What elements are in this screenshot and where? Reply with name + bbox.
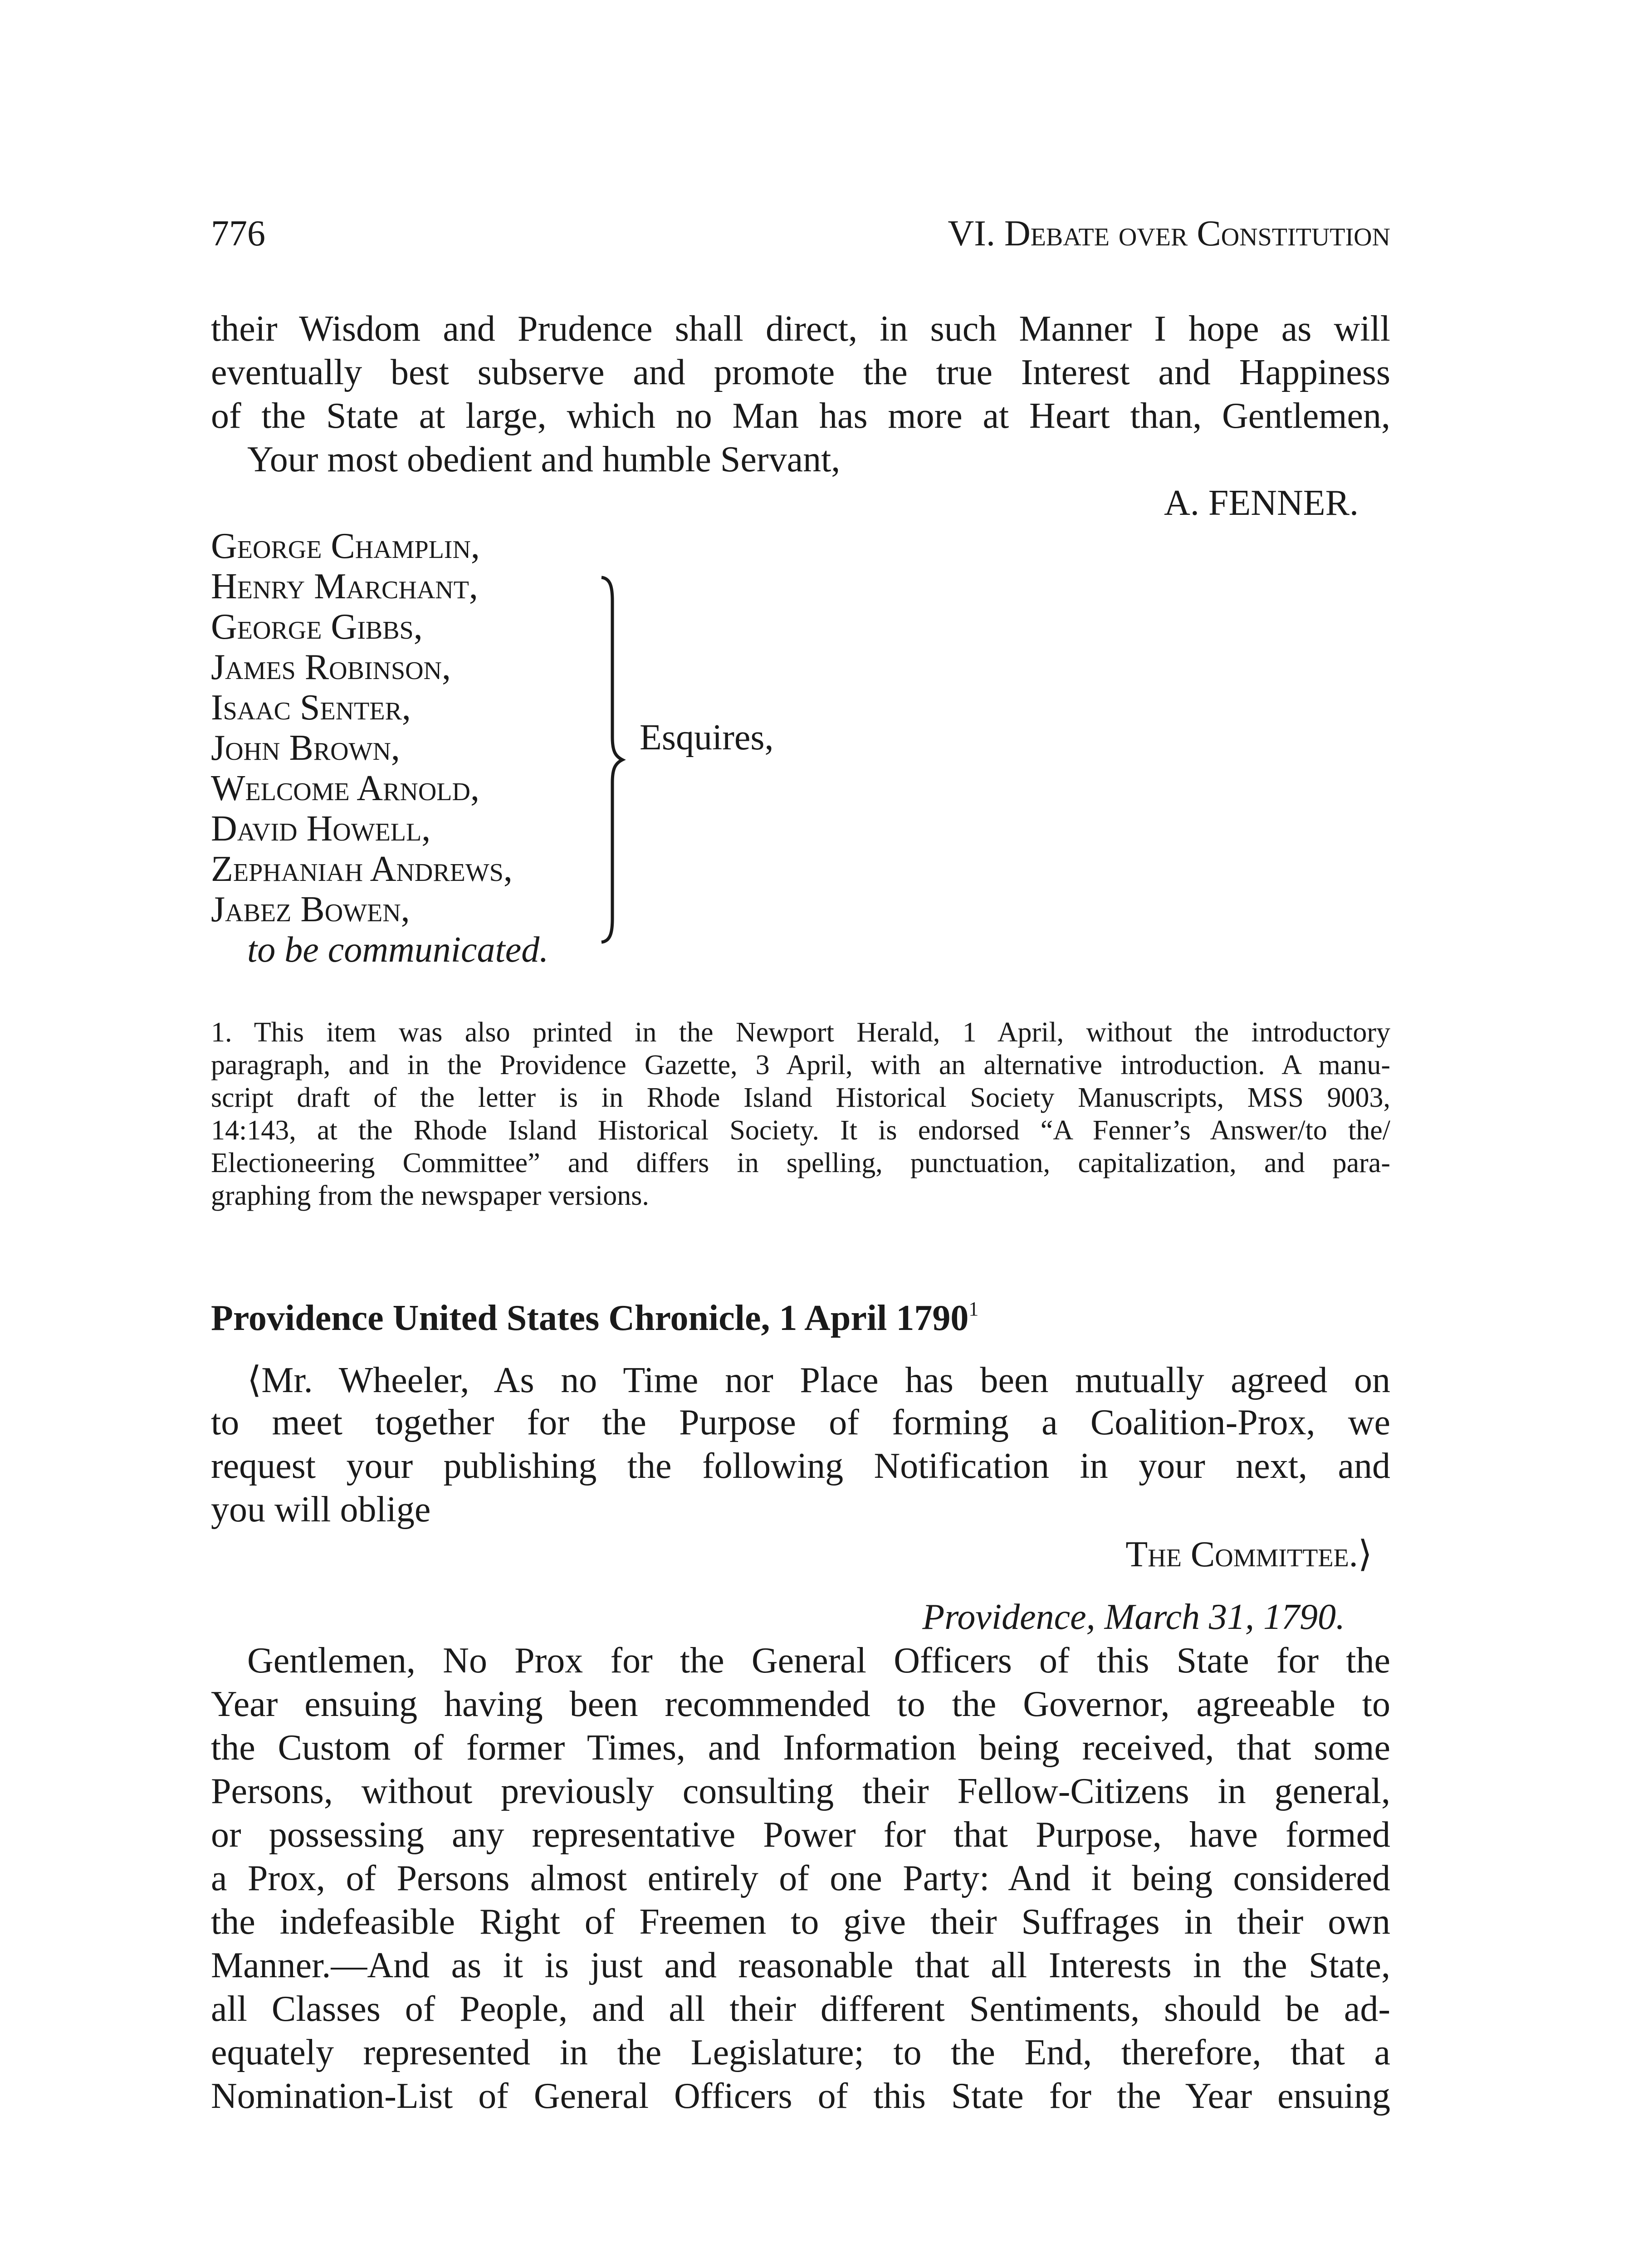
footnote-line: graphing from the newspaper versions.	[211, 1180, 649, 1211]
body-line: Persons, without previously consulting their Fellow-Citizens in general,	[211, 1771, 1390, 1811]
intro-line: you will oblige	[211, 1490, 431, 1530]
body-line: a Prox, of Persons almost entirely of one Party: And it being considered	[211, 1858, 1390, 1898]
intro-line: to meet together for the Purpose of forming a Coalition-Prox, we	[211, 1403, 1390, 1442]
body-line: all Classes of People, and all their different Sentiments, should be ad-	[211, 1989, 1390, 2029]
footnote-line: script draft of the letter is in Rhode Island Historical Society Manuscripts, MSS 9003,	[211, 1082, 1390, 1113]
body-line: Year ensuing having been recommended to the Governor, agreeable to	[211, 1684, 1390, 1724]
addressee-name: James Robinson,	[211, 647, 451, 687]
signature: A. FENNER.	[1164, 483, 1359, 523]
addressee-name: George Gibbs,	[211, 607, 423, 647]
footnote-line: 1. This item was also printed in the Newport Herald, 1 April, without the introductory	[211, 1017, 1390, 1048]
addressee-name: Welcome Arnold,	[211, 768, 479, 808]
addressee-name: David Howell,	[211, 809, 431, 849]
dateline: Providence, March 31, 1790.	[922, 1597, 1345, 1637]
footnote	[211, 1016, 1390, 1212]
footnote-line: 14:143, at the Rhode Island Historical Society. It is endorsed “A Fenner’s Answer/to the/	[211, 1115, 1390, 1146]
complimentary-close: Your most obedient and humble Servant,	[247, 440, 841, 479]
body-line: Manner.—And as it is just and reasonable that all Interests in the State,	[211, 1945, 1390, 1985]
intro-line: ⟨Mr. Wheeler, As no Time nor Place has been mutually agreed on	[247, 1360, 1390, 1400]
letter-text-line: of the State at large, which no Man has more at Heart than, Gentlemen,	[211, 396, 1390, 436]
article-heading	[211, 1297, 978, 1339]
body-line: the indefeasible Right of Freemen to give their Suffrages in their own	[211, 1902, 1390, 1942]
intro-signature: The Committee.⟩	[1125, 1535, 1372, 1574]
page-number: 776	[211, 214, 265, 254]
addressee-name: John Brown,	[211, 728, 400, 768]
article-heading-text: Providence United States Chronicle, 1 April 1790	[211, 1298, 969, 1338]
body-line: or possessing any representative Power for that Purpose, have formed	[211, 1815, 1390, 1855]
addressee-name: Henry Marchant,	[211, 567, 478, 606]
footnote-line: paragraph, and in the Providence Gazette, 3 April, with an alternative introduction. A manu-	[211, 1050, 1390, 1080]
letter-text-line: their Wisdom and Prudence shall direct, in such Manner I hope as will	[211, 309, 1390, 349]
addressee-name: Jabez Bowen,	[211, 890, 410, 929]
addressee-name: Isaac Senter,	[211, 688, 411, 728]
curly-brace	[599, 574, 626, 946]
addressee-name: Zephaniah Andrews,	[211, 849, 513, 889]
footnote-line: Electioneering Committee” and differs in spelling, punctuation, capitalization, and para-	[211, 1148, 1390, 1178]
addressee-name: George Champlin,	[211, 526, 480, 566]
running-title: VI. Debate over Constitution	[948, 214, 1390, 254]
body-line: equately represented in the Legislature; to the End, therefore, that a	[211, 2033, 1390, 2072]
body-line: Gentlemen, No Prox for the General Officers of this State for the	[247, 1641, 1390, 1681]
letter-text-line: eventually best subserve and promote the true Interest and Happiness	[211, 352, 1390, 392]
delivery-note: to be communicated.	[247, 930, 549, 970]
body-line: Nomination-List of General Officers of this State for the Year ensuing	[211, 2076, 1390, 2116]
footnote-marker: 1	[968, 1298, 979, 1320]
body-line: the Custom of former Times, and Information being received, that some	[211, 1728, 1390, 1768]
intro-line: request your publishing the following Notification in your next, and	[211, 1446, 1390, 1486]
esquires-label: Esquires,	[640, 718, 774, 758]
